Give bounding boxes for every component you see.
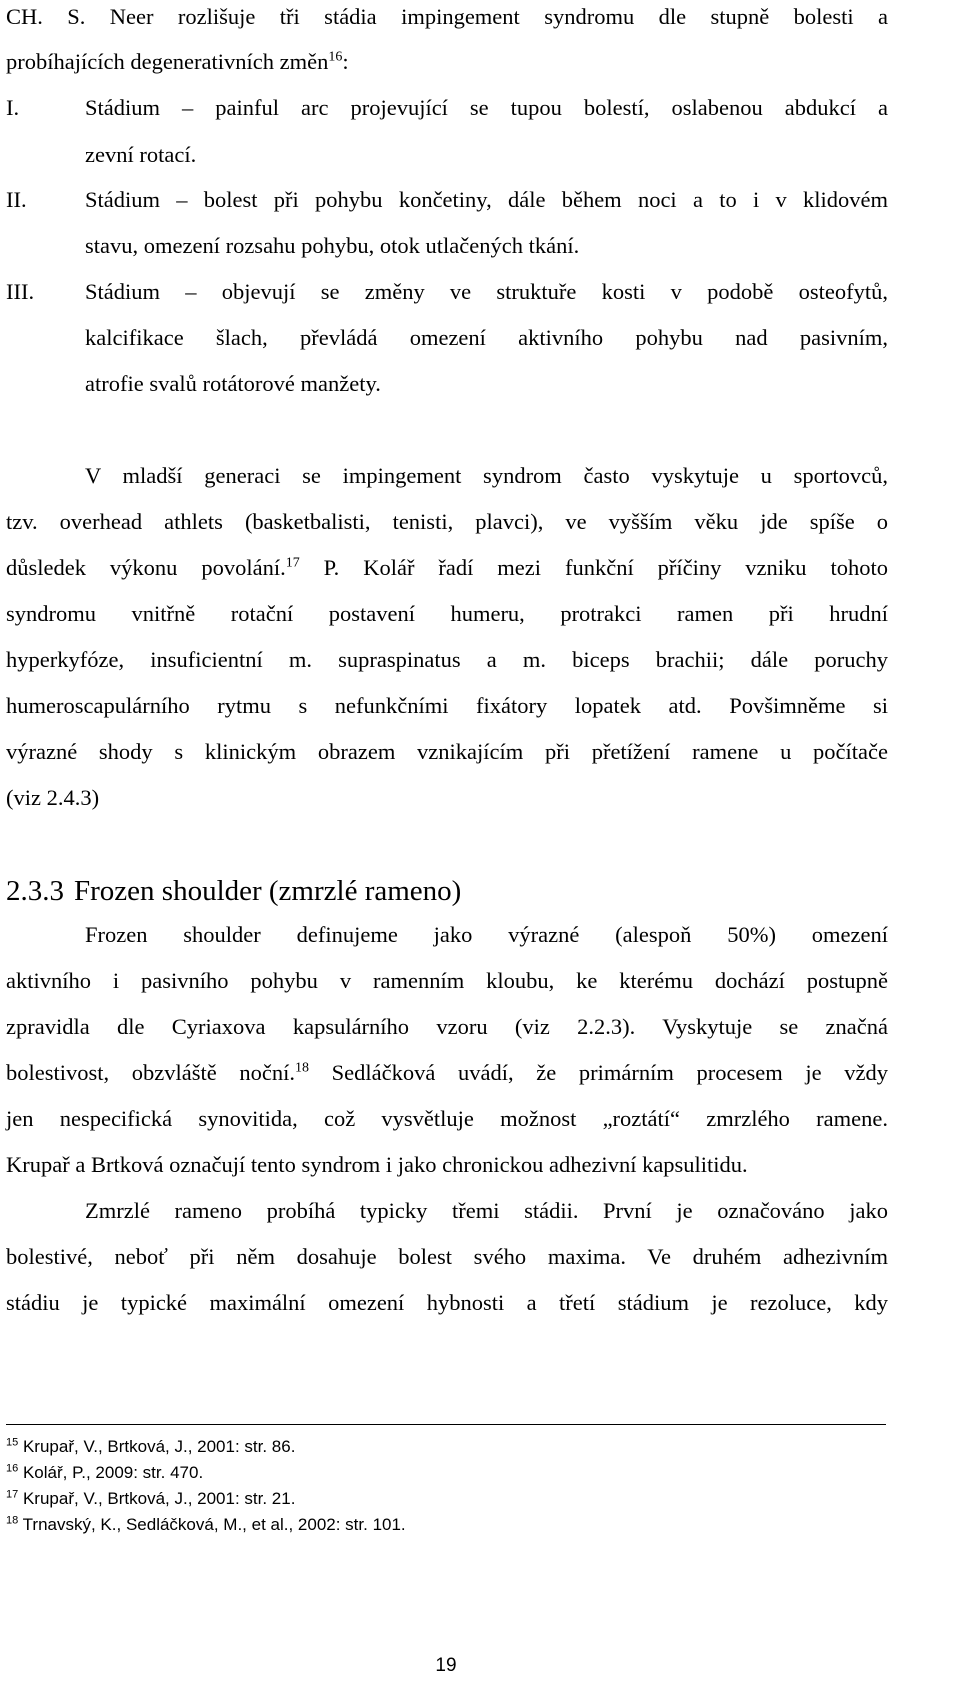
stage-1-number: I.: [6, 95, 20, 120]
page-number: 19: [435, 1655, 457, 1676]
para2-line-6: Krupař a Brtková označují tento syndrom i jako chronickou adhezivní kapsulitidu.: [6, 1152, 748, 1177]
para2-line-4: bolestivost, obzvláště noční.$^{18}$ Sedláčková uvádí, že primárním procesem je vždy: [6, 1060, 888, 1085]
footnote-17: $^{17}$ Krupař, V., Brtková, J., 2001: str. 21.: [6, 1488, 296, 1508]
section-heading: [6, 873, 461, 909]
stage-1-line-1: Stádium – painful arc projevující se tupou bolestí, oslabenou abdukcí a: [85, 95, 888, 120]
footnote-ref-17[interactable]: 17: [285, 555, 300, 571]
stage-3-line-2: kalcifikace šlach, převládá omezení aktivního pohybu nad pasivním,: [85, 325, 888, 350]
para1-line-2: tzv. overhead athlets (basketbalisti, tenisti, plavci), ve vyšším věku jde spíše o: [6, 509, 888, 534]
stage-3-number: III.: [6, 279, 35, 304]
footnote-16: $^{16}$ Kolář, P., 2009: str. 470.: [6, 1462, 204, 1482]
footnote-15: $^{15}$ Krupař, V., Brtková, J., 2001: str. 86.: [6, 1436, 296, 1456]
para3-line-2: bolestivé, neboť při něm dosahuje bolest svého maxima. Ve druhém adhezivním: [6, 1244, 888, 1269]
para2-line-1: Frozen shoulder definujeme jako výrazné (alespoň 50%) omezení: [85, 922, 888, 947]
footnote-separator: [6, 1424, 886, 1425]
stage-3-line-3: atrofie svalů rotátorové manžety.: [85, 371, 381, 396]
footnote-18: $^{18}$ Trnavský, K., Sedláčková, M., et al., 2002: str. 101.: [6, 1514, 406, 1534]
para1-line-4: syndromu vnitřně rotační postavení humeru, protrakci ramen při hrudní: [6, 601, 888, 626]
section-title: Frozen shoulder (zmrzlé rameno): [74, 875, 462, 907]
para3-line-1: Zmrzlé rameno probíhá typicky třemi stádii. První je označováno jako: [85, 1198, 888, 1223]
section-number: 2.3.3: [6, 875, 64, 907]
footnote-ref-18[interactable]: 18: [295, 1060, 310, 1076]
para1-line-3: důsledek výkonu povolání.$^{17}$ P. Kolář řadí mezi funkční příčiny vzniku tohoto: [6, 555, 888, 580]
stage-2-line-1: Stádium – bolest při pohybu končetiny, dále během noci a to i v klidovém: [85, 187, 888, 212]
para2-line-5: jen nespecifická synovitida, což vysvětluje možnost „roztátí“ zmrzlého ramene.: [6, 1106, 888, 1131]
para1-line-5: hyperkyfóze, insuficientní m. supraspinatus a m. biceps brachii; dále poruchy: [6, 647, 888, 672]
para1-line-1: V mladší generaci se impingement syndrom často vyskytuje u sportovců,: [85, 463, 888, 488]
para2-line-3: zpravidla dle Cyriaxova kapsulárního vzoru (viz 2.2.3). Vyskytuje se značná: [6, 1014, 888, 1039]
para1-line-8: (viz 2.4.3): [6, 785, 100, 810]
footnote-ref-16[interactable]: 16: [328, 49, 343, 65]
para3-line-3: stádiu je typické maximální omezení hybnosti a třetí stádium je rezoluce, kdy: [6, 1290, 888, 1315]
para1-line-7: výrazné shody s klinickým obrazem vznikajícím při přetížení ramene u počítače: [6, 739, 888, 764]
stage-2-line-2: stavu, omezení rozsahu pohybu, otok utlačených tkání.: [85, 233, 580, 258]
stage-3-line-1: Stádium – objevují se změny ve struktuře kosti v podobě osteofytů,: [85, 279, 888, 304]
intro-line-2: probíhajících degenerativních změn$^{16}$:: [6, 49, 349, 74]
para1-line-6: humeroscapulárního rytmu s nefunkčními fixátory lopatek atd. Povšimněme si: [6, 693, 888, 718]
para2-line-2: aktivního i pasivního pohybu v ramenním kloubu, ke kterému dochází postupně: [6, 968, 888, 993]
stage-1-line-2: zevní rotací.: [85, 142, 197, 167]
intro-line-1: CH. S. Neer rozlišuje tři stádia impingement syndromu dle stupně bolesti a: [6, 4, 888, 29]
stage-2-number: II.: [6, 187, 27, 212]
